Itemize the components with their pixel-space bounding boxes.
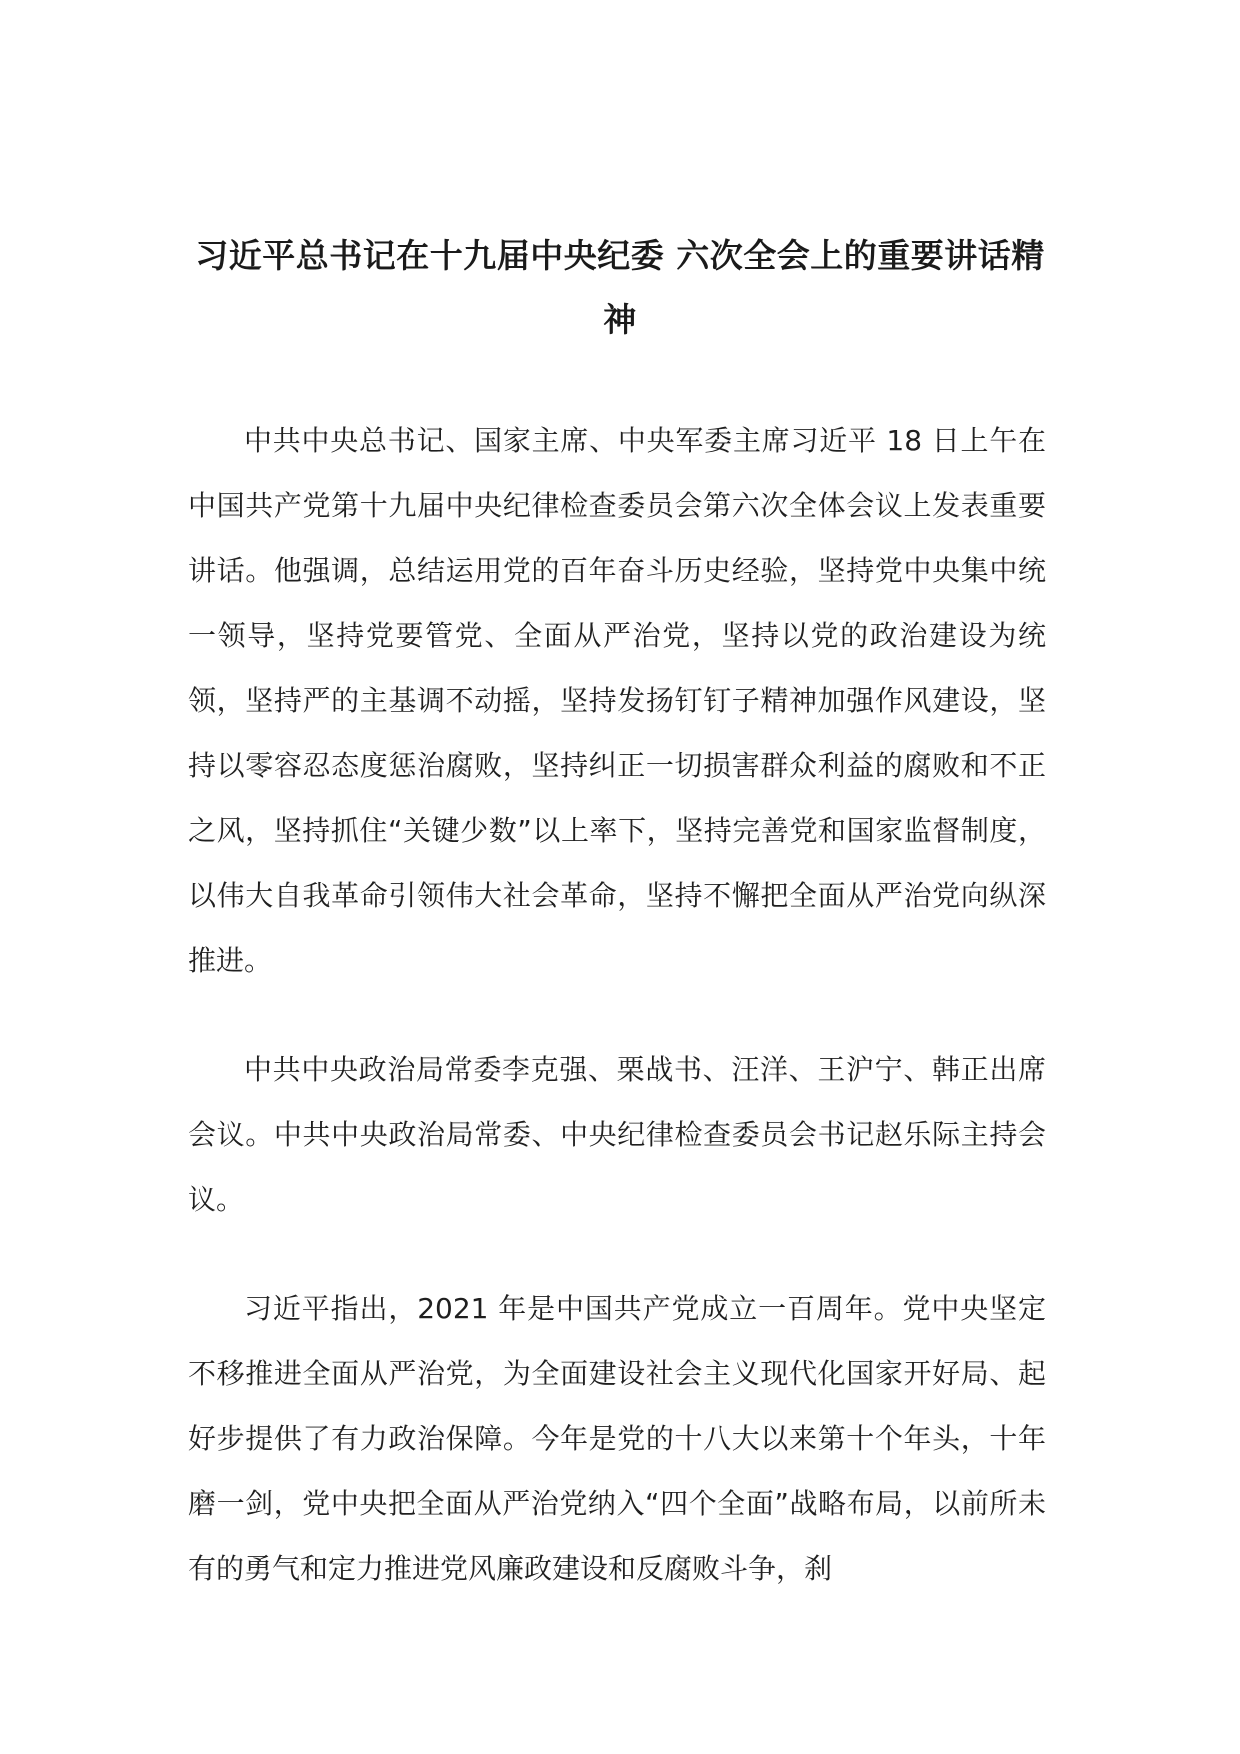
document-body	[188, 408, 1046, 1601]
paragraph-3: 习近平指出，2021 年是中国共产党成立一百周年。党中央坚定不移推进全面从严治党，为全面建设社会主义现代化国家开好局、起好步提供了有力政治保障。今年是党的十八大以来第十个年头，十年磨一剑，党中央把全面从严治党纳入“四个全面”战略布局，以前所未有的勇气和定力推进党风廉政建设和反腐败斗争，刹	[188, 1292, 1046, 1585]
paragraph-2: 中共中央政治局常委李克强、栗战书、汪洋、王沪宁、韩正出席会议。中共中央政治局常委、中央纪律检查委员会书记赵乐际主持会议。	[188, 1053, 1046, 1216]
document-title: 习近平总书记在十九届中央纪委 六次全会上的重要讲话精神	[195, 236, 1045, 339]
paragraph-1: 中共中央总书记、国家主席、中央军委主席习近平 18 日上午在中国共产党第十九届中央纪律检查委员会第六次全体会议上发表重要讲话。他强调，总结运用党的百年奋斗历史经验，坚持党中央集中统一领导，坚持党要管党、全面从严治党，坚持以党的政治建设为统领，坚持严的主基调不动摇，坚持发扬钉钉子精神加强作风建设，坚持以零容忍态度惩治腐败，坚持纠正一切损害群众利益的腐败和不正之风，坚持抓住“关键少数”以上率下，坚持完善党和国家监督制度，以伟大自我革命引领伟大社会革命，坚持不懈把全面从严治党向纵深推进。	[188, 424, 1046, 977]
